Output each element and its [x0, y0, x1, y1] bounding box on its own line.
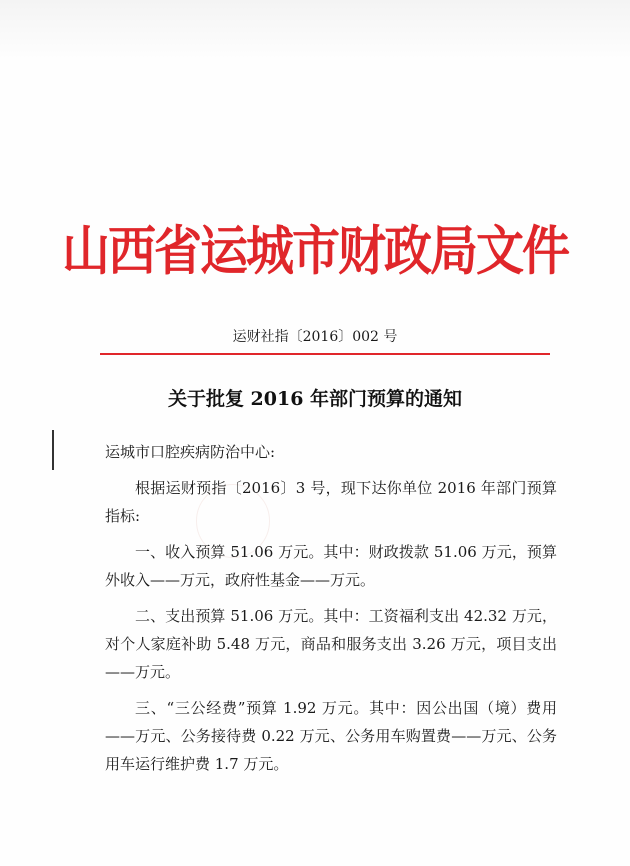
- notice-body: [105, 438, 557, 786]
- salutation: 运城市口腔疾病防治中心:: [105, 443, 276, 461]
- paragraph-expenditure: 二、支出预算 51.06 万元。其中：工资福利支出 42.32 万元，对个人家庭补助 5.48 万元，商品和服务支出 3.26 万元，项目支出——万元。: [105, 607, 557, 681]
- scan-shadow: [0, 0, 630, 60]
- document-number: 运财社指〔2016〕002 号: [232, 329, 398, 345]
- margin-mark: [52, 430, 54, 470]
- paragraph-income: 一、收入预算 51.06 万元。其中：财政拨款 51.06 万元，预算外收入——万元，政府性基金——万元。: [105, 543, 557, 589]
- paragraph-intro: 根据运财预指〔2016〕3 号，现下达你单位 2016 年部门预算指标:: [105, 479, 557, 525]
- document-header-title: 山西省运城市财政局文件: [61, 220, 568, 283]
- red-divider-line: [100, 353, 550, 355]
- notice-title: 关于批复 2016 年部门预算的通知: [167, 388, 463, 410]
- paragraph-three-public: 三、“三公经费”预算 1.92 万元。其中：因公出国（境）费用——万元、公务接待费 0.22 万元、公务用车购置费——万元、公务用车运行维护费 1.7 万元。: [105, 699, 557, 773]
